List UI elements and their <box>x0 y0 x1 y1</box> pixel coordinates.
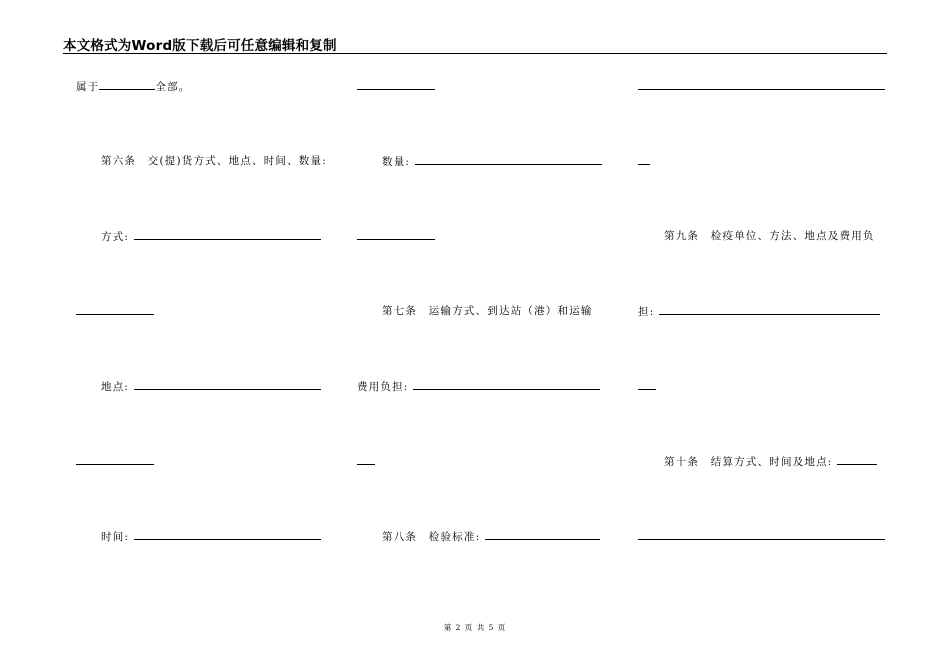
inspection-standard-blank <box>485 529 600 540</box>
article-8-line <box>382 529 600 544</box>
article-7-heading: 第七条 运输方式、到达站（港）和运输 <box>382 305 593 317</box>
method-line <box>101 229 321 244</box>
cost-cont-line <box>357 454 375 469</box>
quantity-label: 数量: <box>382 156 411 168</box>
article-10-line <box>664 454 877 469</box>
article-9-heading: 第九条 检疫单位、方法、地点及费用负 <box>664 230 875 242</box>
right-short-blank <box>638 154 650 165</box>
method-label: 方式: <box>101 231 130 243</box>
quantity-cont-blank <box>357 229 435 240</box>
place-label: 地点: <box>101 381 130 393</box>
article-9-cont-line <box>638 304 880 319</box>
article-8-heading: 第八条 检验标准: <box>382 531 481 543</box>
method-blank <box>134 229 321 240</box>
quarantine-cont-blank <box>638 379 656 390</box>
belongs-blank <box>99 79 155 90</box>
method-cont-line <box>76 304 154 319</box>
quarantine-cont-line <box>638 379 656 394</box>
cost-blank <box>413 379 600 390</box>
middle-top-line <box>357 79 435 94</box>
right-short-line <box>638 154 650 169</box>
method-cont-blank <box>76 304 154 315</box>
place-cont-line <box>76 454 154 469</box>
article-10-heading: 第十条 结算方式、时间及地点: <box>664 456 833 468</box>
quarantine-blank <box>659 304 880 315</box>
quantity-blank <box>415 154 602 165</box>
settlement-cont-blank <box>638 529 885 540</box>
belongs-prefix: 属于 <box>76 81 100 93</box>
place-blank <box>134 379 321 390</box>
time-label: 时间: <box>101 531 130 543</box>
cost-label: 费用负担: <box>357 381 409 393</box>
article-9-cont: 担: <box>638 306 655 318</box>
header-title: 本文格式为Word版下载后可任意编辑和复制 <box>63 38 337 54</box>
place-cont-blank <box>76 454 154 465</box>
article-6-heading: 第六条 交(提)货方式、地点、时间、数量: <box>101 155 327 167</box>
belongs-suffix: 全部。 <box>155 81 191 93</box>
time-blank <box>134 529 321 540</box>
place-line <box>101 379 321 394</box>
quantity-cont-line <box>357 229 435 244</box>
time-line <box>101 529 321 544</box>
cost-cont-blank <box>357 454 375 465</box>
right-top-blank <box>638 79 885 90</box>
settlement-blank <box>837 454 877 465</box>
belongs-line <box>76 79 191 94</box>
page-footer: 第 2 页 共 5 页 <box>443 623 507 632</box>
cost-line <box>357 379 600 394</box>
right-top-line <box>638 79 885 94</box>
settlement-cont-line <box>638 529 885 544</box>
quantity-line <box>382 154 602 169</box>
middle-top-blank <box>357 79 435 90</box>
page-header <box>63 34 887 54</box>
